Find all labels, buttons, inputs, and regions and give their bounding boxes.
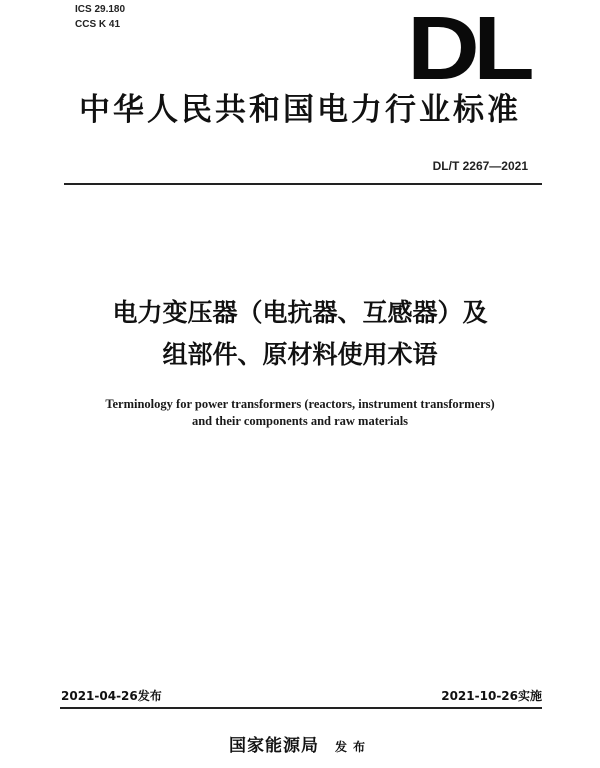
standard-organization: 中华人民共和国电力行业标准 [79,92,521,128]
publish-action: 发布 [334,740,371,754]
header-divider [64,183,542,185]
ics-code: ICS 29.180 [75,4,126,15]
english-title-line-2: and their components and raw materials [191,414,409,428]
effective-date: 2021-10-26实施 [441,689,542,703]
chinese-title [0,292,600,376]
chinese-title-line-2: 组部件、原材料使用术语 [162,340,438,369]
issue-date: 2021-04-26发布 [61,689,162,703]
english-title-line-1: Terminology for power transformers (reactors, instrument transformers) [105,397,495,411]
standard-number: DL/T 2267—2021 [432,159,528,173]
footer-divider [60,707,542,709]
english-title [0,396,600,430]
publisher-name: 国家能源局 [228,736,319,756]
classification-codes [75,2,125,32]
publisher-line [0,735,600,758]
ccs-code: CCS K 41 [75,19,121,30]
chinese-title-line-1: 电力变压器（电抗器、互感器）及 [112,298,488,327]
dl-logo: DL [407,0,528,99]
